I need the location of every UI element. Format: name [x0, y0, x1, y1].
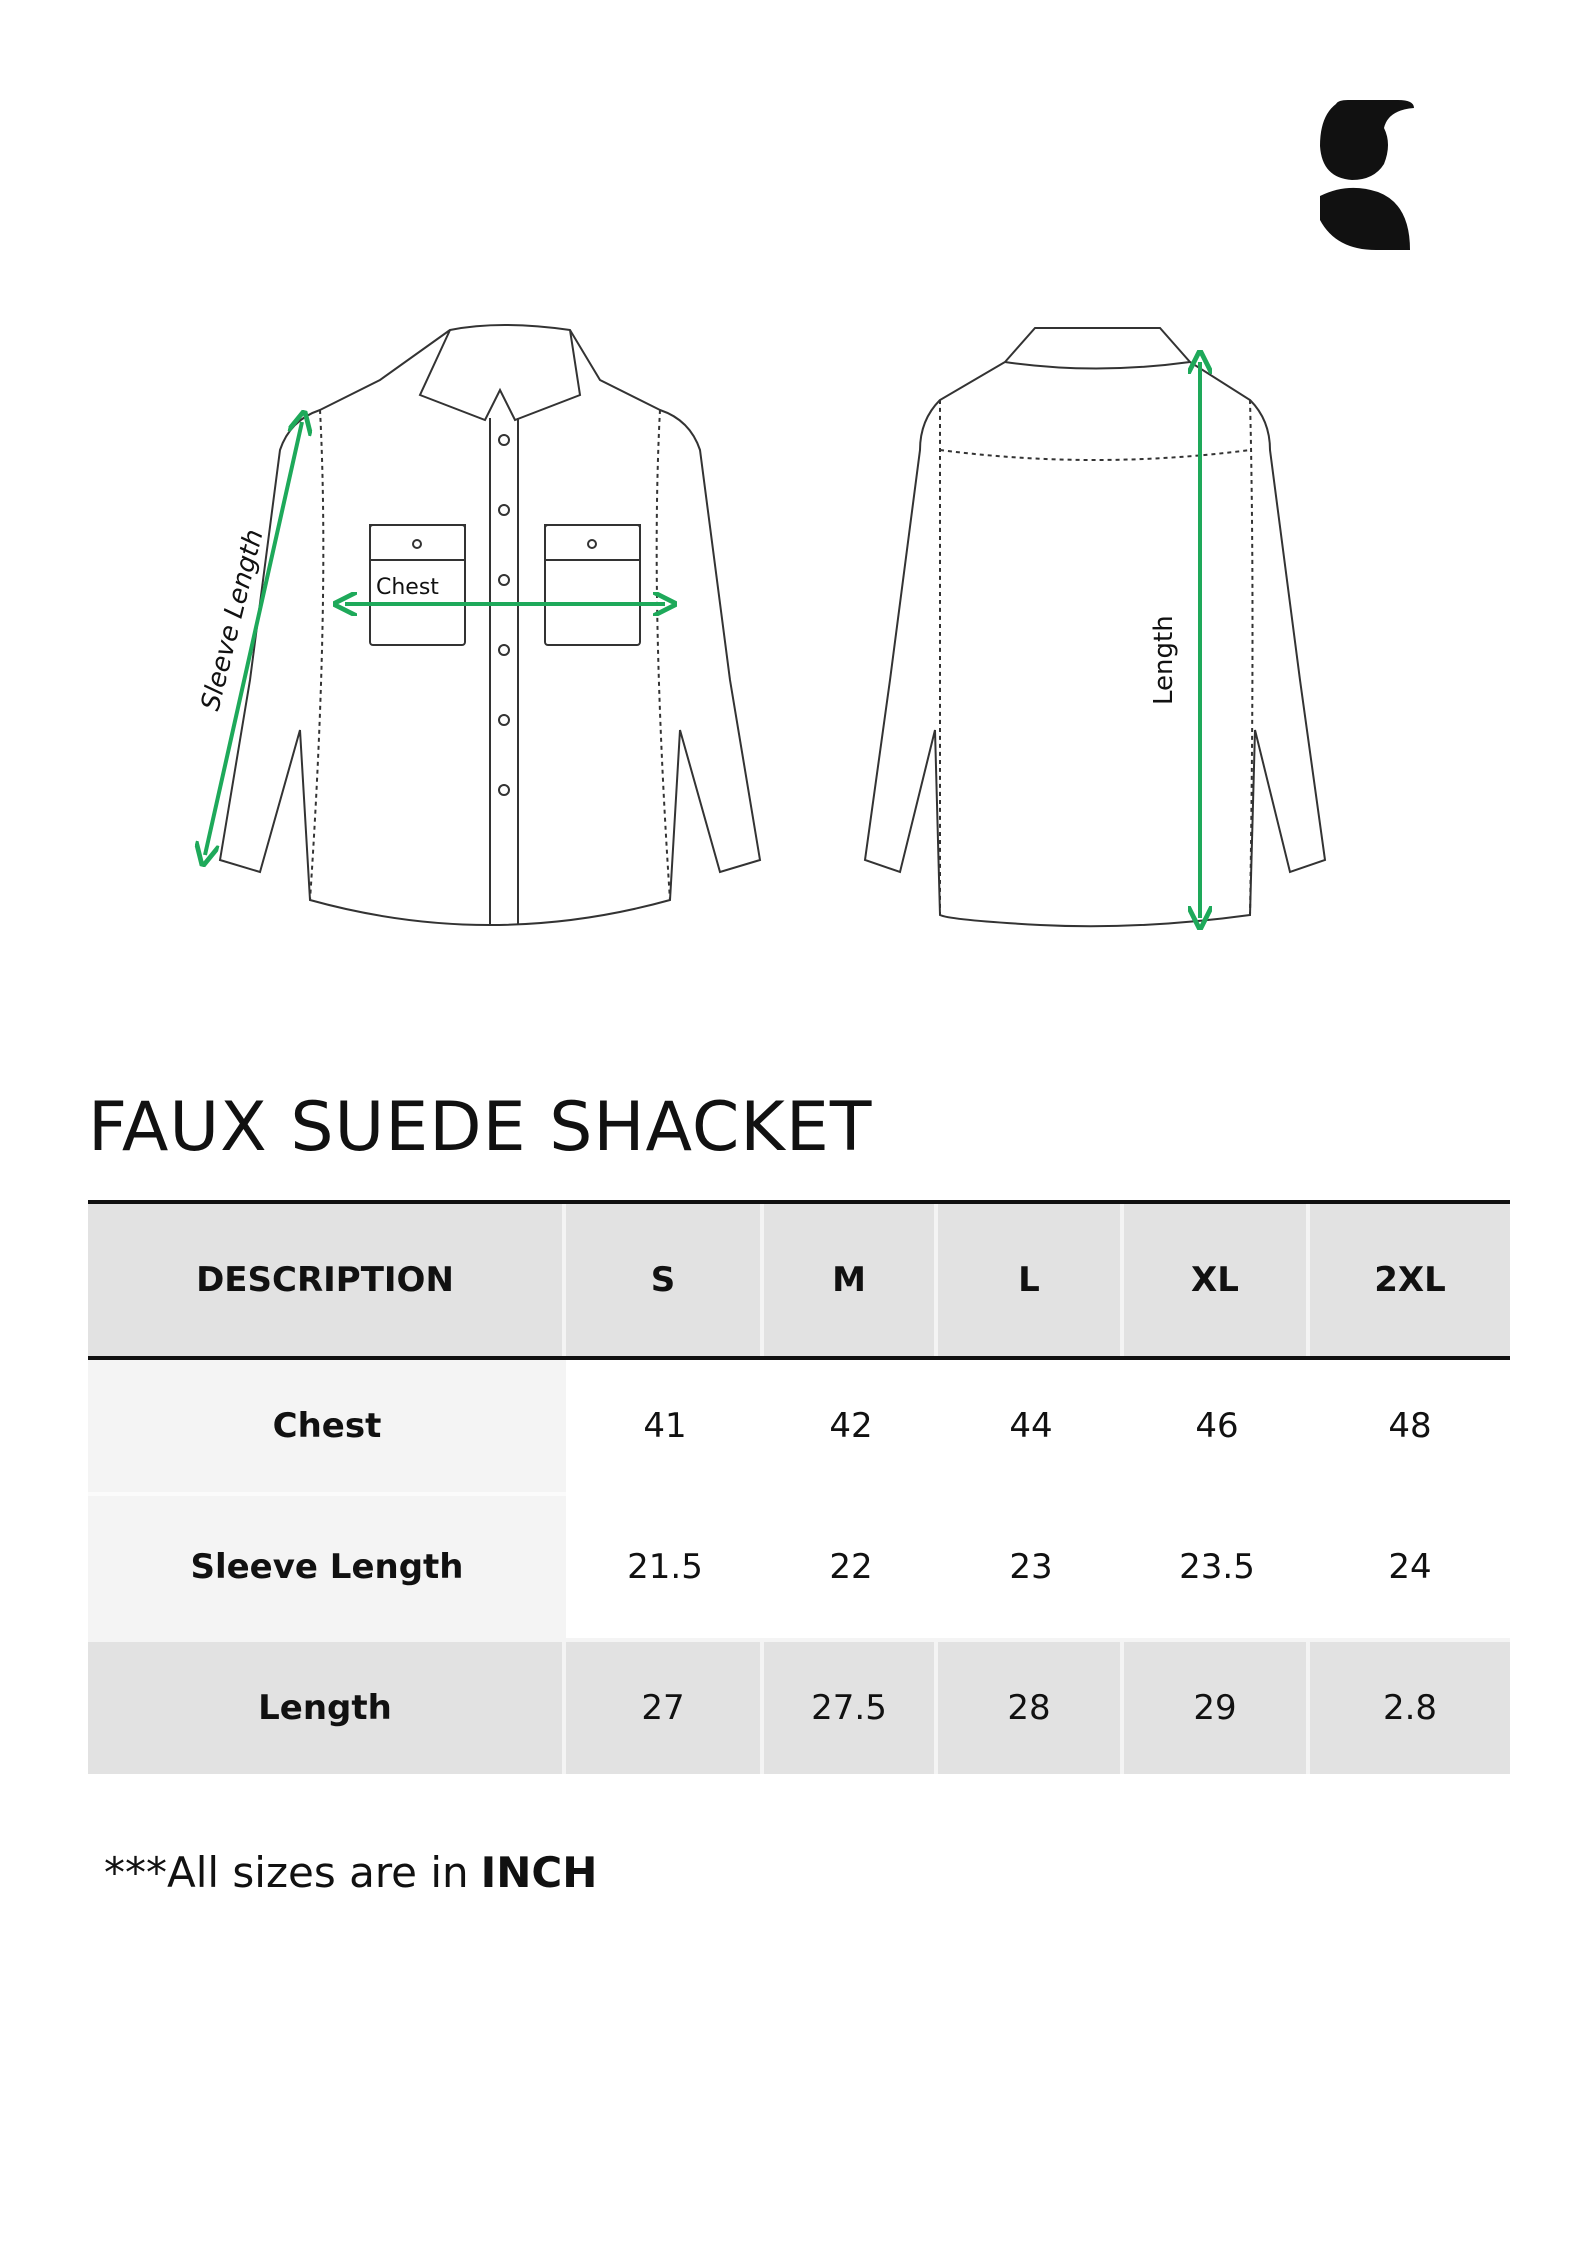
row-label-sleeve-length: Sleeve Length	[88, 1492, 566, 1638]
table-row	[88, 1492, 1510, 1638]
chest-label: Chest	[376, 575, 439, 600]
header-description: DESCRIPTION	[88, 1204, 566, 1356]
table-row	[88, 1360, 1510, 1492]
row-label-chest: Chest	[88, 1360, 566, 1492]
table-cell: 29	[1124, 1638, 1310, 1774]
brand-logo-icon	[1318, 100, 1418, 252]
header-size-l: L	[938, 1204, 1124, 1356]
table-cell: 23	[938, 1492, 1124, 1638]
table-cell: 27.5	[764, 1638, 938, 1774]
table-row	[88, 1638, 1510, 1774]
header-size-s: S	[566, 1204, 764, 1356]
page-title: FAUX SUEDE SHACKET	[88, 1088, 873, 1167]
units-note-unit: INCH	[480, 1848, 598, 1897]
table-cell: 23.5	[1124, 1492, 1310, 1638]
row-label-length: Length	[88, 1638, 566, 1774]
header-size-2xl: 2XL	[1310, 1204, 1510, 1356]
units-note	[104, 1848, 597, 1897]
size-chart-table	[88, 1200, 1510, 1774]
table-cell: 28	[938, 1638, 1124, 1774]
table-cell: 41	[566, 1360, 764, 1492]
shirt-back-drawing	[865, 328, 1325, 926]
length-label: Length	[1149, 615, 1179, 705]
sleeve-length-label: Sleeve Length	[195, 526, 270, 714]
table-cell: 46	[1124, 1360, 1310, 1492]
units-note-text: ***All sizes are in	[104, 1848, 469, 1897]
table-cell: 27	[566, 1638, 764, 1774]
table-cell: 48	[1310, 1360, 1510, 1492]
shirt-front-drawing	[220, 325, 760, 925]
table-cell: 2.8	[1310, 1638, 1510, 1774]
header-size-xl: XL	[1124, 1204, 1310, 1356]
table-cell: 21.5	[566, 1492, 764, 1638]
shirt-illustration	[160, 300, 1380, 940]
header-size-m: M	[764, 1204, 938, 1356]
table-cell: 42	[764, 1360, 938, 1492]
table-cell: 44	[938, 1360, 1124, 1492]
table-cell: 24	[1310, 1492, 1510, 1638]
table-header-row	[88, 1204, 1510, 1356]
table-cell: 22	[764, 1492, 938, 1638]
